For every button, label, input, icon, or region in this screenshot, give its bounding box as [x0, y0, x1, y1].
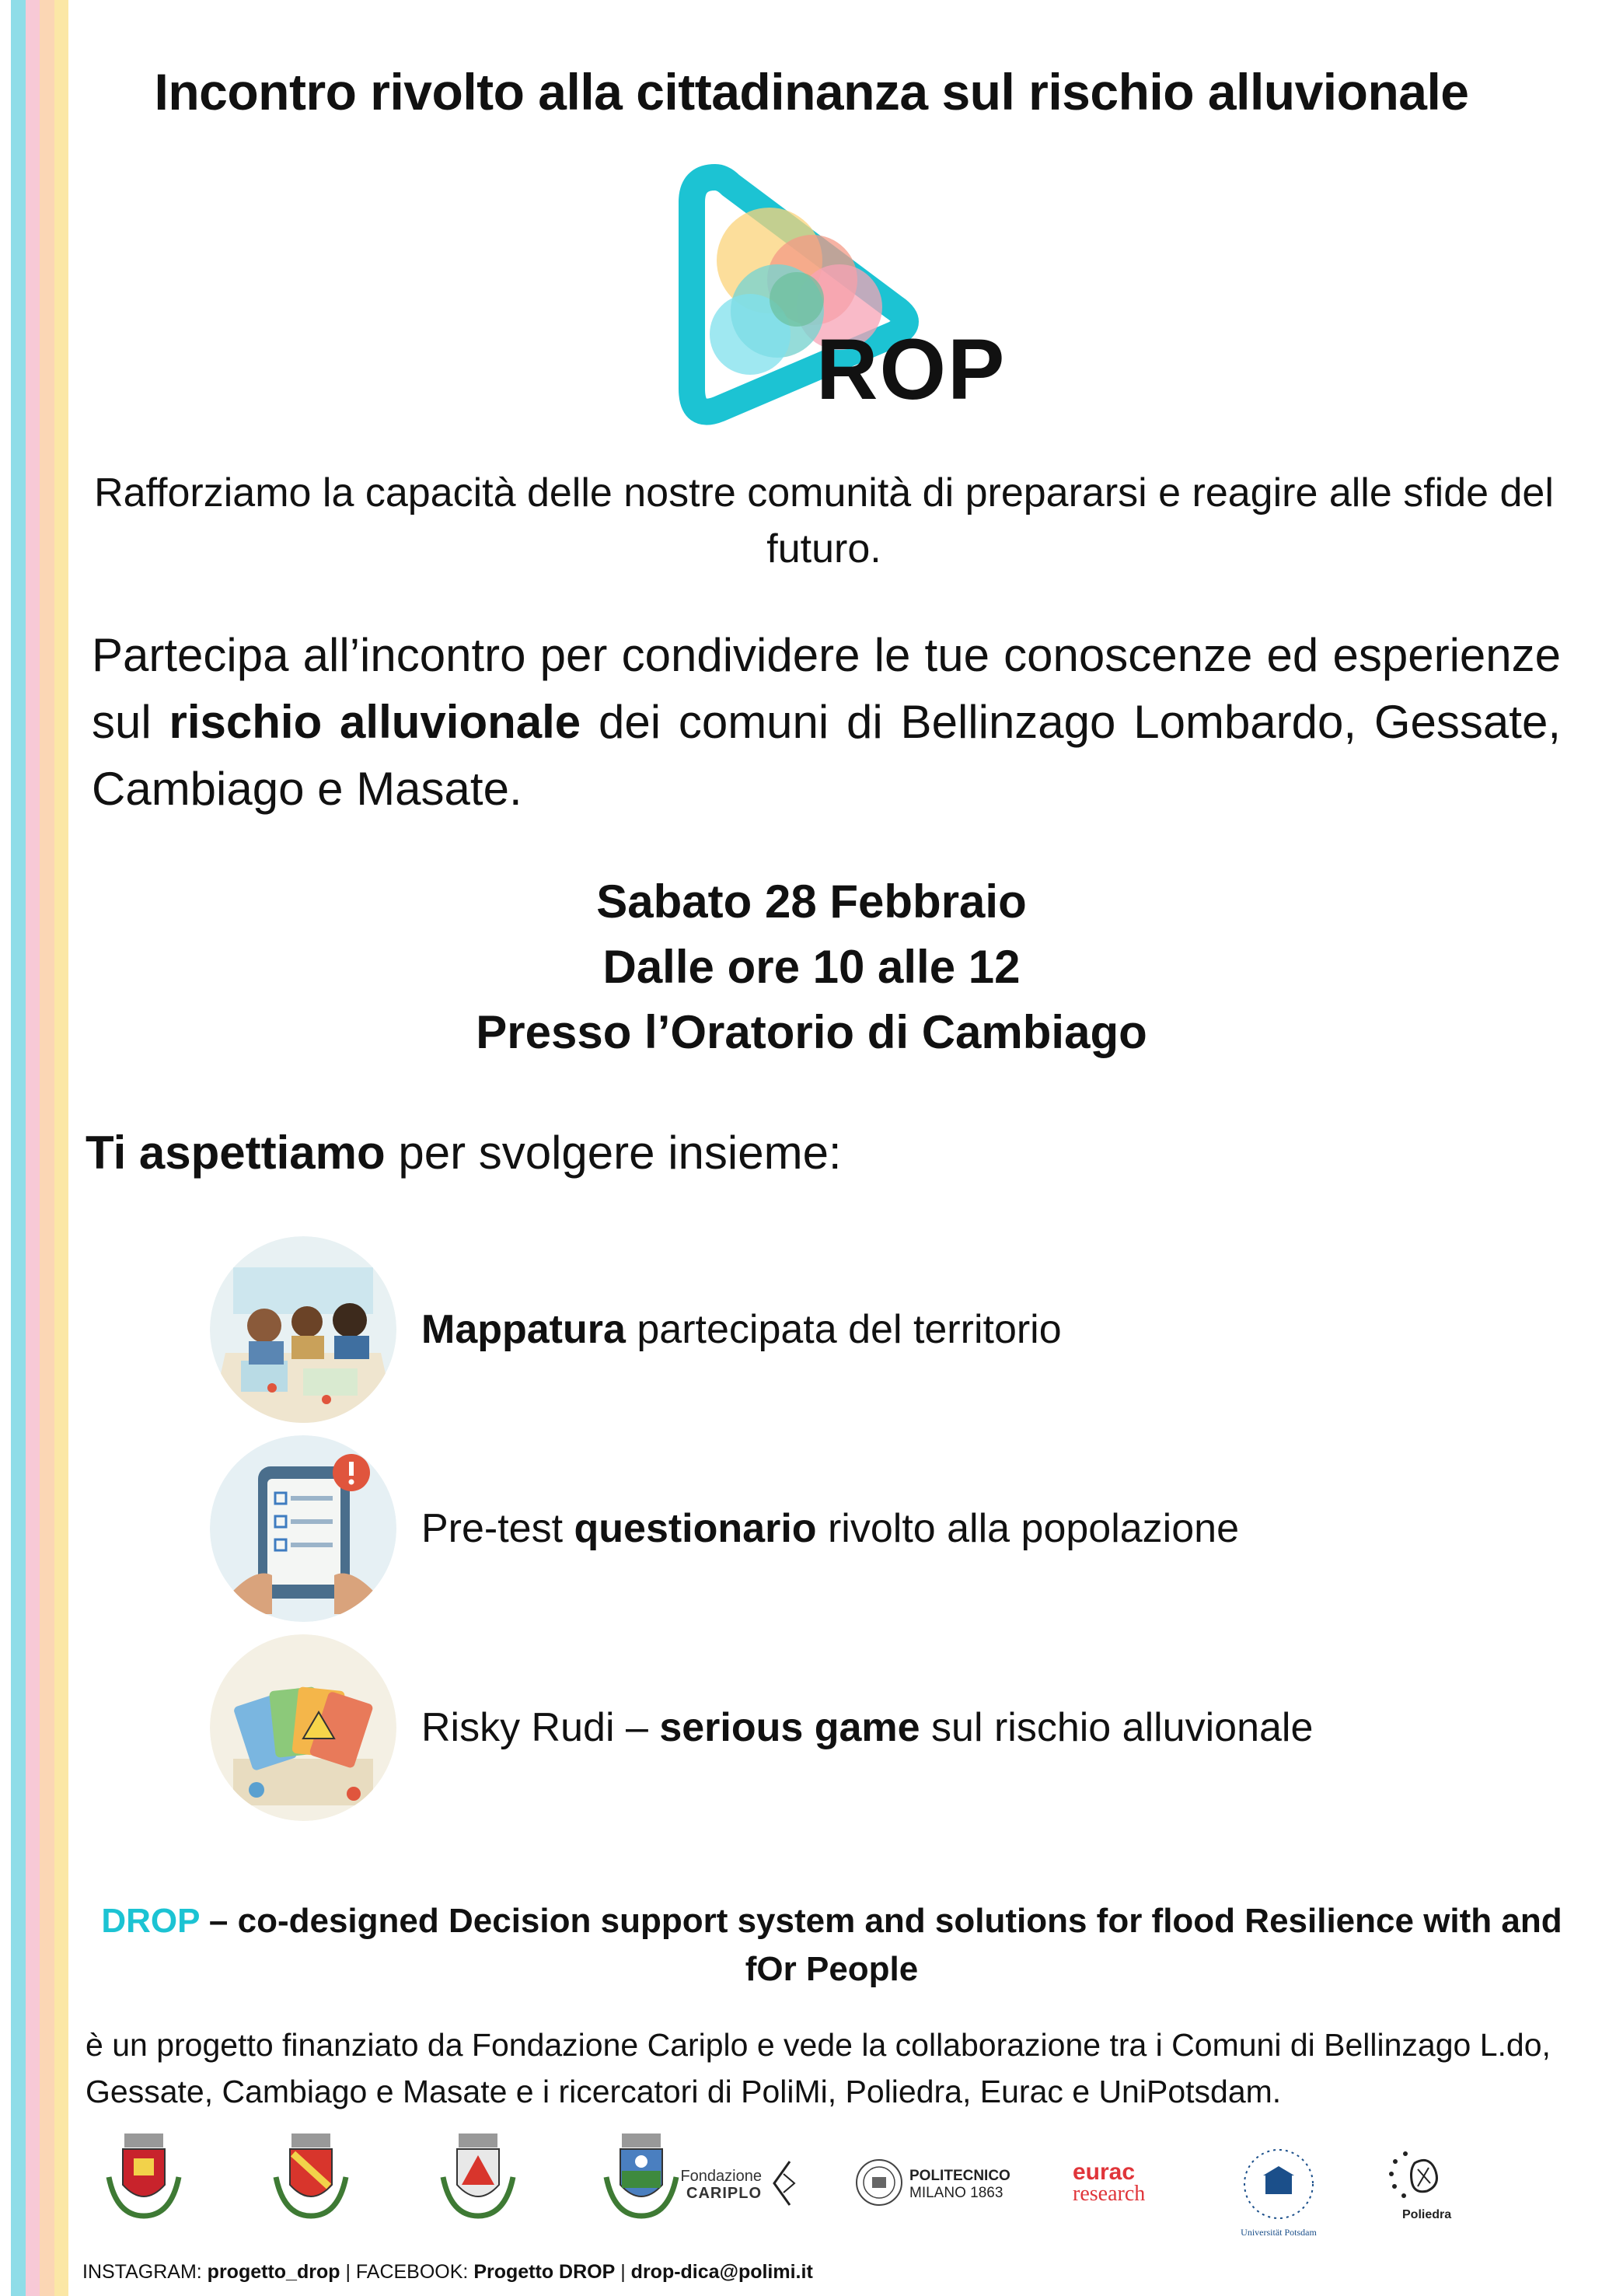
- instagram-handle[interactable]: progetto_drop: [207, 2261, 340, 2283]
- invite-text-start: Partecipa all’incontro per condividere le tue conoscenze ed esperienze sul: [92, 629, 1561, 748]
- activity-mapping: [210, 1236, 1531, 1423]
- footer-contacts: [82, 2261, 813, 2284]
- expect-rest: per svolgere insieme:: [385, 1127, 842, 1179]
- polimi-line-1: POLITECNICO: [909, 2168, 1010, 2184]
- crest-gessate-icon: [268, 2130, 354, 2224]
- activity-questionnaire-label: [421, 1505, 1239, 1552]
- activity-bold: questionario: [574, 1506, 817, 1551]
- potsdam-label: Universität Potsdam: [1241, 2227, 1317, 2238]
- decorative-stripes: [11, 0, 68, 2296]
- funding-text: è un progetto finanziato da Fondazione Cariplo e vede la collaborazione tra i Comuni di Bellinzago L.do, Gessate, Cambiago e Masate e i ricercatori di PoliMi, Poliedra, Eurac e UniPotsdam.: [86, 2027, 1551, 2109]
- eurac-line-2: research: [1073, 2182, 1146, 2206]
- activity-pre: Risky Rudi –: [421, 1705, 660, 1750]
- activity-post: sul rischio alluvionale: [920, 1705, 1314, 1750]
- activity-bold: Mappatura: [421, 1307, 626, 1352]
- cariplo-mark-icon: [768, 2158, 799, 2208]
- activity-serious-game-label: [421, 1704, 1313, 1751]
- crest-cambiago-icon: [435, 2130, 521, 2224]
- facebook-page[interactable]: Progetto DROP: [473, 2261, 616, 2283]
- cariplo-line-2: CARIPLO: [686, 2185, 762, 2202]
- facebook-label: | FACEBOOK:: [340, 2261, 474, 2283]
- instagram-label: INSTAGRAM:: [82, 2261, 208, 2283]
- cariplo-line-1: Fondazione: [680, 2168, 762, 2185]
- activity-questionnaire: [210, 1435, 1531, 1622]
- invite-bold: rischio alluvionale: [169, 696, 581, 748]
- intro-text: Rafforziamo la capacità delle nostre comunità di prepararsi e reagire alle sfide del futuro.: [94, 470, 1554, 571]
- cariplo-logo: [668, 2168, 762, 2202]
- activity-serious-game: [210, 1634, 1531, 1821]
- expect-bold: Ti aspettiamo: [86, 1127, 386, 1179]
- event-time: Dalle ore 10 alle 12: [602, 941, 1021, 993]
- eurac-logo: [1073, 2161, 1145, 2205]
- footer-separator: |: [615, 2261, 631, 2283]
- stripe-yellow: [54, 0, 69, 2296]
- stripe-cyan: [11, 0, 26, 2296]
- poliedra-mark-icon: [1384, 2146, 1446, 2208]
- invite-paragraph: [92, 622, 1561, 823]
- event-place: Presso l’Oratorio di Cambiago: [476, 1006, 1147, 1058]
- polimi-line-2: MILANO 1863: [909, 2185, 1003, 2201]
- crest-bellinzago-icon: [101, 2130, 187, 2224]
- activity-mapping-label: [421, 1306, 1062, 1353]
- eurac-line-1: eurac: [1073, 2159, 1136, 2185]
- potsdam-seal-icon: [1236, 2141, 1321, 2227]
- questionnaire-illustration-icon: [210, 1435, 396, 1622]
- email-link[interactable]: drop-dica@polimi.it: [630, 2261, 813, 2283]
- project-title-rest: – co-designed Decision support system and solutions for flood Resilience with and fOr People: [199, 1902, 1562, 1988]
- card-game-illustration-icon: [210, 1634, 396, 1821]
- stripe-pink: [26, 0, 40, 2296]
- page-title: Incontro rivolto alla cittadinanza sul rischio alluvionale: [154, 63, 1469, 121]
- logo-text: ROP: [816, 322, 1007, 418]
- project-title: [93, 1897, 1570, 1994]
- expect-heading: [86, 1126, 842, 1179]
- invite-text-end: dei comuni di Bellinzago Lombardo, Gessate, Cambiago e Masate.: [92, 696, 1561, 815]
- event-date: Sabato 28 Febbraio: [596, 875, 1027, 928]
- partner-logos: [101, 2130, 1500, 2238]
- polimi-logo: [909, 2168, 1010, 2202]
- polimi-seal-icon: [855, 2158, 903, 2207]
- activity-post: rivolto alla popolazione: [816, 1506, 1239, 1551]
- activity-post: partecipata del territorio: [625, 1307, 1062, 1352]
- mapping-illustration-icon: [210, 1236, 396, 1423]
- poliedra-label: Poliedra: [1402, 2208, 1452, 2221]
- activity-bold: serious game: [659, 1705, 920, 1750]
- stripe-peach: [40, 0, 54, 2296]
- event-details: [0, 869, 1623, 1065]
- activity-pre: Pre-test: [421, 1506, 574, 1551]
- project-acronym: DROP: [101, 1902, 200, 1940]
